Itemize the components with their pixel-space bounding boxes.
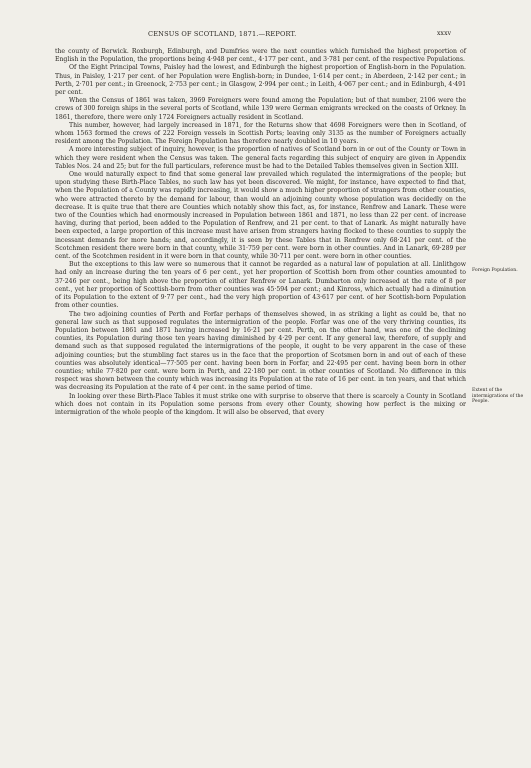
paragraph-principal-towns: Of the Eight Principal Towns, Paisley had the lowest, and Edinburgh the highest proportion of English-born in the Population. Thus, in Paisley, 1·217 per cent. of her Population were English-born; in Dundee, 1·614 per cent.; in Aberdeen, 2·142 per cent.; in Perth, 2·701 per cent.; in Greenock, 2·753 per cent.; in Glasgow, 2·994 per cent.; in Leith, 4·067 per cent.; and in Edinburgh, 4·491 per cent. — [55, 64, 466, 97]
paragraph-berwick: the county of Berwick. Roxburgh, Edinburgh, and Dumfries were the next counties which furnished the highest proportion of English in the Population, the proportions being 4·948 per cent., 4·177 per cent., and 3·781 per cent. of the respective Populations. — [55, 48, 466, 64]
margin-note-foreign-population: Foreign Population. — [472, 268, 518, 273]
paragraph-intermigration-law: One would naturally expect to find that some general law prevailed which regulated the intermigrations of the people; but upon studying these Birth-Place Tables, no such law has yet been discovered. We might, for instance, have expected to find that, when the Population of a County was rapidly increasing, it would show a much higher proportion of strangers from other counties, who were attracted thereto by the demand for labour, than would an adjoining county whose population was decidedly on the decrease. It is quite true that there are Counties which notably show this fact, as, for instance, Renfrew and Lanark. These were two of the Counties which had enormously increased in Population between 1861 and 1871, no less than 22 per cent. of increase having, during that period, been added to the Population of Renfrew, and 21 per cent. to that of Lanark. As might naturally have been expected, a large proportion of this increase must have arisen from strangers having flocked to these counties to supply the incessant demands for more hands; and, accordingly, it is seen by these Tables that in Renfrew only 68·241 per cent. of the Scotchmen resident there were born in that county, while 31·759 per cent. were born in other counties. And in Lanark, 69·289 per cent. of the Scotchmen resident in it were born in that county, while 30·711 per cent. were born in other counties. — [55, 171, 466, 261]
running-header — [0, 30, 531, 42]
paragraph-birthplace-tables: In looking over these Birth-Place Tables it must strike one with surprise to observe that there is scarcely a County in Scotland which does not contain in its Population some persons from every other County, showing how perfect is the mixing or intermigration of the whole people of the kingdom. It will also be observed, that every — [55, 392, 466, 416]
paragraph-census-1861-foreigners: When the Census of 1861 was taken, 3969 Foreigners were found among the Population; but of that number, 2106 were the crews of 300 foreign ships in the several ports of Scotland, while 139 were German emigrants wrecked on the coasts of Orkney. In 1861, therefore, there were only 1724 Foreigners actually resident in Scotland. — [55, 97, 466, 121]
paragraph-foreigners-1871: This number, however, had largely increased in 1871, for the Returns show that 4698 Foreigners were then in Scotland, of whom 1563 formed the crews of 222 Foreign vessels in Scottish Ports; leaving only 3135 as the number of Foreigners actually resident among the Population. The Foreign Population has therefore nearly doubled in 10 years. — [55, 121, 466, 146]
paragraph-exceptions: But the exceptions to this law were so numerous that it cannot be regarded as a natural law of population at all. Linlithgow had only an increase during the ten years of 6 per cent., yet her proportion of Scottish born from other counties amounted to 37·246 per cent., being high above the proportion of either Renfrew or Lanark. Dumbarton only increased at the rate of 8 per cent., yet her proportion of Scottish-born from other counties was 45·594 per cent.; and Kinross, which actually had a diminution of its Population to the extent of 9·77 per cent., had the very high proportion of 43·617 per cent. of her Scottish-born Population from other counties. — [55, 261, 466, 310]
page-title: CENSUS OF SCOTLAND, 1871.—REPORT. — [148, 30, 297, 38]
margin-note-intermigrations: Extent of the intermigrations of the People. — [472, 388, 524, 405]
paragraph-perth-forfar: The two adjoining counties of Perth and Forfar perhaps of themselves showed, in as striking a light as could be, that no general law such as that supposed regulates the intermigration of the people. Forfar was one of the very thriving counties, its Population between 1861 and 1871 having increased by 16·21 per cent. Perth, on the other hand, was one of the declining counties, its Population during those ten years having diminished by 4·29 per cent. If any general law, therefore, of supply and demand such as that supposed regulated the intermigrations of the people, it ought to be very apparent in the case of these adjoining counties; but the stumbling fact stares us in the face that the proportion of Scotsmen born in and out of each of these counties was absolutely identical—77·505 per cent. having been born in Forfar, and 22·495 per cent. having been born in other counties; while 77·820 per cent. were born in Perth, and 22·180 per cent. in other counties of Scotland. No difference in this respect was shown between the county which was increasing its Population at the rate of 16 per cent. in ten years, and that which was decreasing its Population at the rate of 4 per cent. in the same period of time. — [55, 310, 466, 392]
body-text — [55, 48, 466, 417]
paragraph-inquiry-birthplace: A more interesting subject of inquiry, however, is the proportion of natives of Scotland born in or out of the County or Town in which they were resident when the Census was taken. The general facts regarding this subject of enquiry are given in Appendix Tables Nos. 24 and 25; but for the full particulars, reference must be had to the Detailed Tables themselves given in Section XIII. — [55, 146, 466, 170]
page-number: xxxv — [437, 30, 452, 37]
